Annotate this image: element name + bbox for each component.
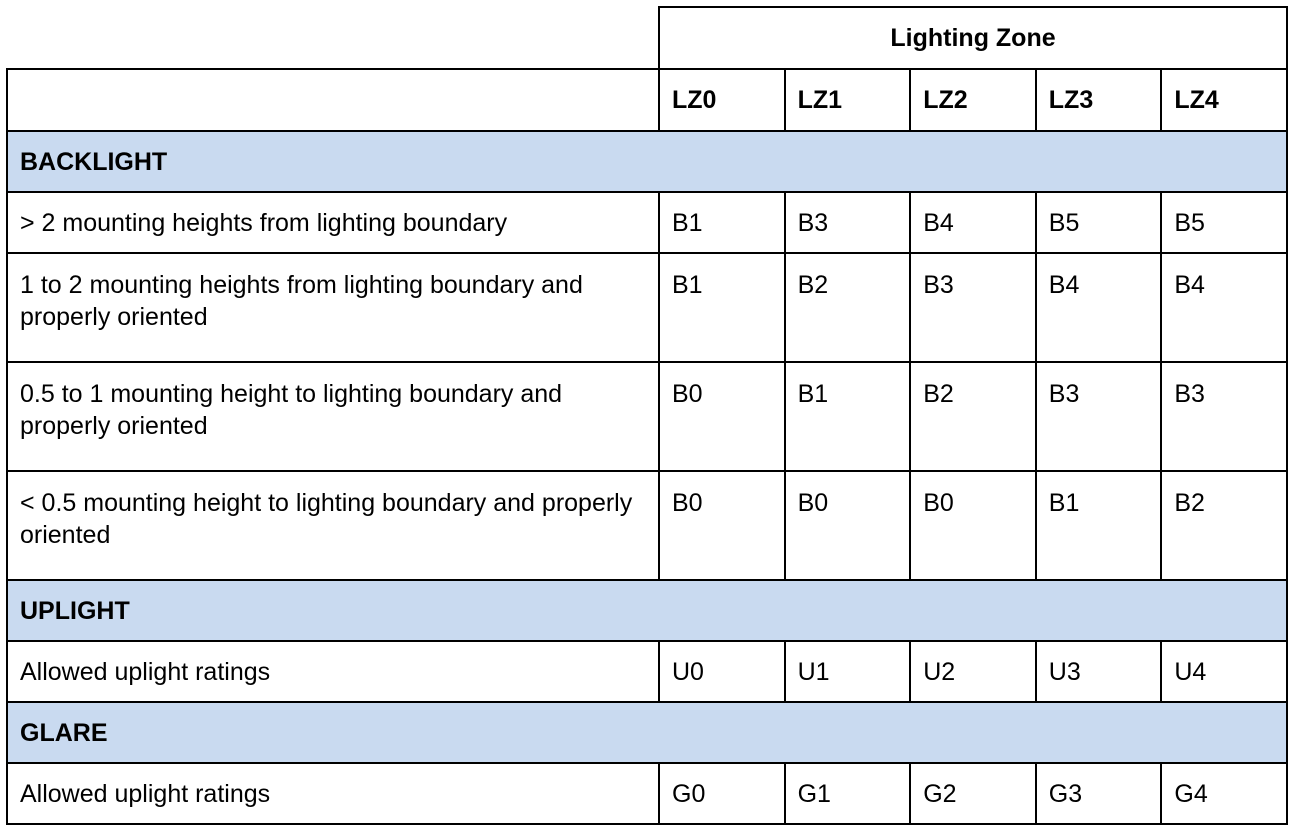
rating-cell: B4 bbox=[910, 192, 1036, 253]
rating-cell: B3 bbox=[1036, 362, 1162, 471]
table-row bbox=[7, 192, 1287, 253]
rating-cell: U2 bbox=[910, 641, 1036, 702]
zone-header-lz4: LZ4 bbox=[1161, 69, 1287, 131]
rating-cell: B0 bbox=[785, 471, 911, 580]
zone-header-lz1: LZ1 bbox=[785, 69, 911, 131]
section-title-backlight: BACKLIGHT bbox=[7, 131, 1287, 192]
zone-header-lz2: LZ2 bbox=[910, 69, 1036, 131]
rating-cell: B3 bbox=[785, 192, 911, 253]
row-label: Allowed uplight ratings bbox=[7, 763, 659, 824]
row-label: > 2 mounting heights from lighting boundary bbox=[7, 192, 659, 253]
rating-cell: B2 bbox=[785, 253, 911, 362]
table-row bbox=[7, 362, 1287, 471]
rating-cell: B2 bbox=[1161, 471, 1287, 580]
rating-cell: G1 bbox=[785, 763, 911, 824]
rating-cell: G3 bbox=[1036, 763, 1162, 824]
zone-header-lz3: LZ3 bbox=[1036, 69, 1162, 131]
rating-cell: B2 bbox=[910, 362, 1036, 471]
zone-header-lz0: LZ0 bbox=[659, 69, 785, 131]
rating-cell: G4 bbox=[1161, 763, 1287, 824]
lighting-zone-table bbox=[6, 6, 1288, 825]
section-row-glare bbox=[7, 702, 1287, 763]
table-row bbox=[7, 641, 1287, 702]
row-label: 0.5 to 1 mounting height to lighting boundary and properly oriented bbox=[7, 362, 659, 471]
table-row bbox=[7, 763, 1287, 824]
rating-cell: B4 bbox=[1036, 253, 1162, 362]
table-row bbox=[7, 253, 1287, 362]
rating-cell: G0 bbox=[659, 763, 785, 824]
section-title-glare: GLARE bbox=[7, 702, 1287, 763]
lighting-zone-table-container bbox=[6, 6, 1288, 825]
section-row-uplight bbox=[7, 580, 1287, 641]
rating-cell: U1 bbox=[785, 641, 911, 702]
section-title-uplight: UPLIGHT bbox=[7, 580, 1287, 641]
blank-corner-cell bbox=[7, 7, 659, 69]
rating-cell: B1 bbox=[659, 253, 785, 362]
rating-cell: B0 bbox=[910, 471, 1036, 580]
rating-cell: B5 bbox=[1161, 192, 1287, 253]
zone-header-row bbox=[7, 69, 1287, 131]
lighting-zone-title: Lighting Zone bbox=[659, 7, 1287, 69]
rating-cell: U3 bbox=[1036, 641, 1162, 702]
rating-cell: B3 bbox=[910, 253, 1036, 362]
row-label: 1 to 2 mounting heights from lighting boundary and properly oriented bbox=[7, 253, 659, 362]
table-row bbox=[7, 471, 1287, 580]
section-row-backlight bbox=[7, 131, 1287, 192]
rating-cell: B5 bbox=[1036, 192, 1162, 253]
row-label: Allowed uplight ratings bbox=[7, 641, 659, 702]
rating-cell: B4 bbox=[1161, 253, 1287, 362]
row-label: < 0.5 mounting height to lighting boundary and properly oriented bbox=[7, 471, 659, 580]
rating-cell: B1 bbox=[1036, 471, 1162, 580]
rating-cell: B3 bbox=[1161, 362, 1287, 471]
zone-title-row bbox=[7, 7, 1287, 69]
rating-cell: B1 bbox=[659, 192, 785, 253]
rating-cell: U0 bbox=[659, 641, 785, 702]
rating-cell: B0 bbox=[659, 362, 785, 471]
rating-cell: U4 bbox=[1161, 641, 1287, 702]
rating-cell: B1 bbox=[785, 362, 911, 471]
rating-cell: B0 bbox=[659, 471, 785, 580]
rating-cell: G2 bbox=[910, 763, 1036, 824]
blank-header-cell bbox=[7, 69, 659, 131]
